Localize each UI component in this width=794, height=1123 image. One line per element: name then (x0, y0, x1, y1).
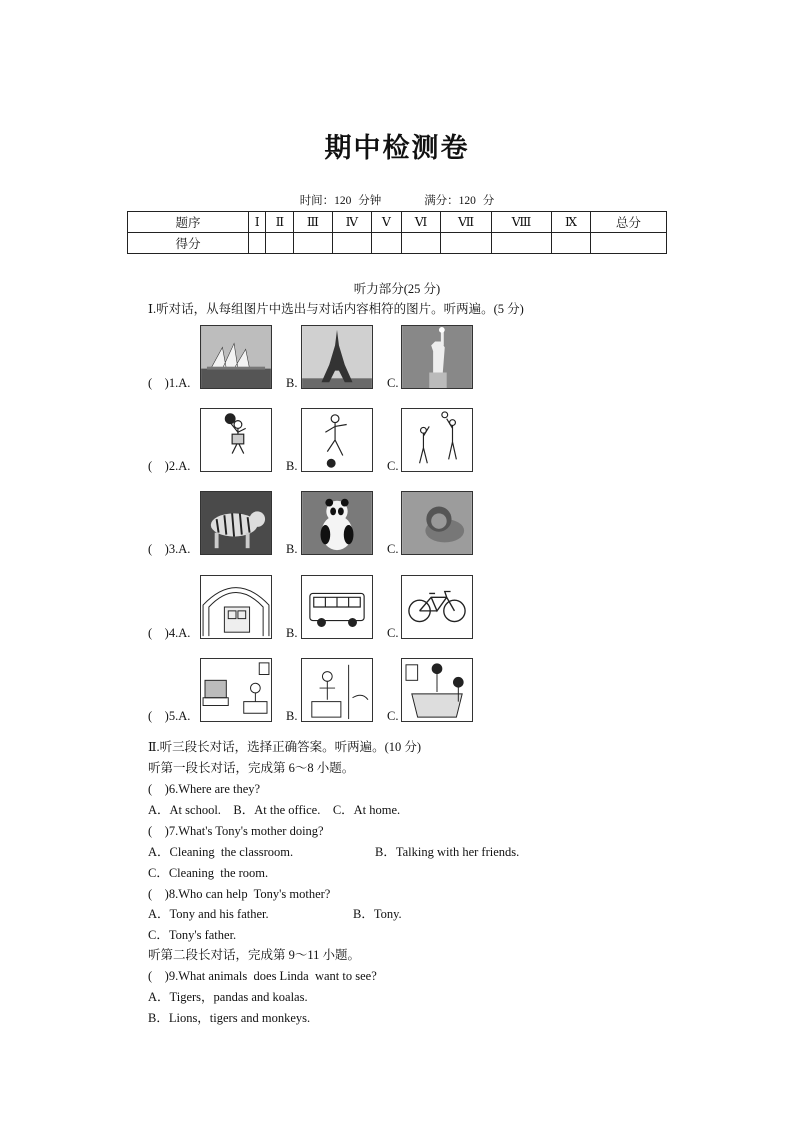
volleyball-drawing[interactable] (401, 408, 473, 472)
question-7-option-c: C．Cleaning the room. (148, 866, 269, 880)
bus-drawing[interactable] (301, 575, 373, 639)
question-6: ( )6.Where are they? (148, 782, 261, 796)
score-cell[interactable] (249, 233, 266, 254)
question-7-option-b: B．Talking with her friends. (375, 845, 520, 859)
score-cell[interactable] (590, 233, 666, 254)
question-number: ( )5.A. (148, 709, 191, 723)
watching-tv-drawing[interactable] (200, 658, 272, 722)
dialog1-intro: 听第一段长对话，完成第 6～8 小题。 (148, 761, 355, 775)
table-col: Ⅴ (372, 212, 401, 233)
table-col: Ⅵ (401, 212, 441, 233)
question-7-option-a: A．Cleaning the classroom. (148, 845, 294, 859)
option-b-label: B. (286, 626, 298, 640)
score-table (127, 211, 667, 254)
table-col: Ⅳ (332, 212, 372, 233)
option-b-label: B. (286, 459, 298, 473)
question-6-options: A．At school. B．At the office. C．At home. (148, 803, 401, 817)
subway-drawing[interactable] (200, 575, 272, 639)
question-row-4 (148, 575, 508, 641)
exam-score: 满分：120 分 (424, 195, 495, 207)
question-9-option-b: B．Lions，tigers and monkeys. (148, 1011, 311, 1025)
option-c-label: C. (387, 459, 399, 473)
question-8-option-b: B．Tony. (353, 907, 402, 921)
table-col: Ⅰ (249, 212, 266, 233)
question-8-option-c: C．Tony's father. (148, 928, 237, 942)
bicycle-drawing[interactable] (401, 575, 473, 639)
option-b-label: B. (286, 709, 298, 723)
score-table-score-row (128, 233, 667, 254)
score-cell[interactable] (401, 233, 441, 254)
question-9-option-a: A．Tigers，pandas and koalas. (148, 990, 308, 1004)
score-cell[interactable] (266, 233, 294, 254)
table-col: Ⅲ (294, 212, 332, 233)
question-number: ( )2.A. (148, 459, 191, 473)
question-number: ( )4.A. (148, 626, 191, 640)
score-cell[interactable] (552, 233, 590, 254)
tiger-photo[interactable] (200, 491, 272, 555)
part2-instruction: Ⅱ.听三段长对话，选择正确答案。听两遍。(10 分) (148, 740, 422, 754)
exam-time: 时间：120 分钟 (299, 195, 382, 207)
score-cell[interactable] (491, 233, 552, 254)
table-col: Ⅸ (552, 212, 590, 233)
statue-of-liberty-photo[interactable] (401, 325, 473, 389)
score-cell[interactable] (332, 233, 372, 254)
part1-instruction: Ⅰ.听对话，从每组图片中选出与对话内容相符的图片。听两遍。(5 分) (148, 302, 524, 316)
score-cell[interactable] (441, 233, 491, 254)
soccer-drawing[interactable] (301, 408, 373, 472)
basketball-drawing[interactable] (200, 408, 272, 472)
option-c-label: C. (387, 626, 399, 640)
question-number: ( )1.A. (148, 376, 191, 390)
family-dinner-drawing[interactable] (401, 658, 473, 722)
question-8-option-a: A．Tony and his father. (148, 907, 269, 921)
dialog2-intro: 听第二段长对话，完成第 9～11 小题。 (148, 948, 361, 962)
table-col: Ⅱ (266, 212, 294, 233)
question-row-3 (148, 491, 508, 557)
question-8: ( )8.Who can help Tony's mother? (148, 887, 331, 901)
question-number: ( )3.A. (148, 542, 191, 556)
question-row-5 (148, 658, 508, 724)
table-row-label: 得分 (128, 233, 249, 254)
option-c-label: C. (387, 376, 399, 390)
table-row-label: 题序 (128, 212, 249, 233)
sydney-opera-house-photo[interactable] (200, 325, 272, 389)
question-9: ( )9.What animals does Linda want to see? (148, 969, 377, 983)
score-cell[interactable] (372, 233, 401, 254)
question-row-2 (148, 408, 508, 474)
cooking-drawing[interactable] (301, 658, 373, 722)
lion-photo[interactable] (401, 491, 473, 555)
table-col: Ⅶ (441, 212, 491, 233)
table-col: 总分 (590, 212, 666, 233)
page-title: 期中检测卷 (324, 133, 470, 163)
option-b-label: B. (286, 376, 298, 390)
question-row-1 (148, 325, 508, 391)
option-c-label: C. (387, 542, 399, 556)
panda-photo[interactable] (301, 491, 373, 555)
option-c-label: C. (387, 709, 399, 723)
option-b-label: B. (286, 542, 298, 556)
score-table-header-row (128, 212, 667, 233)
exam-meta (0, 192, 794, 208)
table-col: Ⅷ (491, 212, 552, 233)
question-7: ( )7.What's Tony's mother doing? (148, 824, 324, 838)
listening-header: 听力部分(25 分) (353, 282, 441, 296)
score-cell[interactable] (294, 233, 332, 254)
eiffel-tower-photo[interactable] (301, 325, 373, 389)
